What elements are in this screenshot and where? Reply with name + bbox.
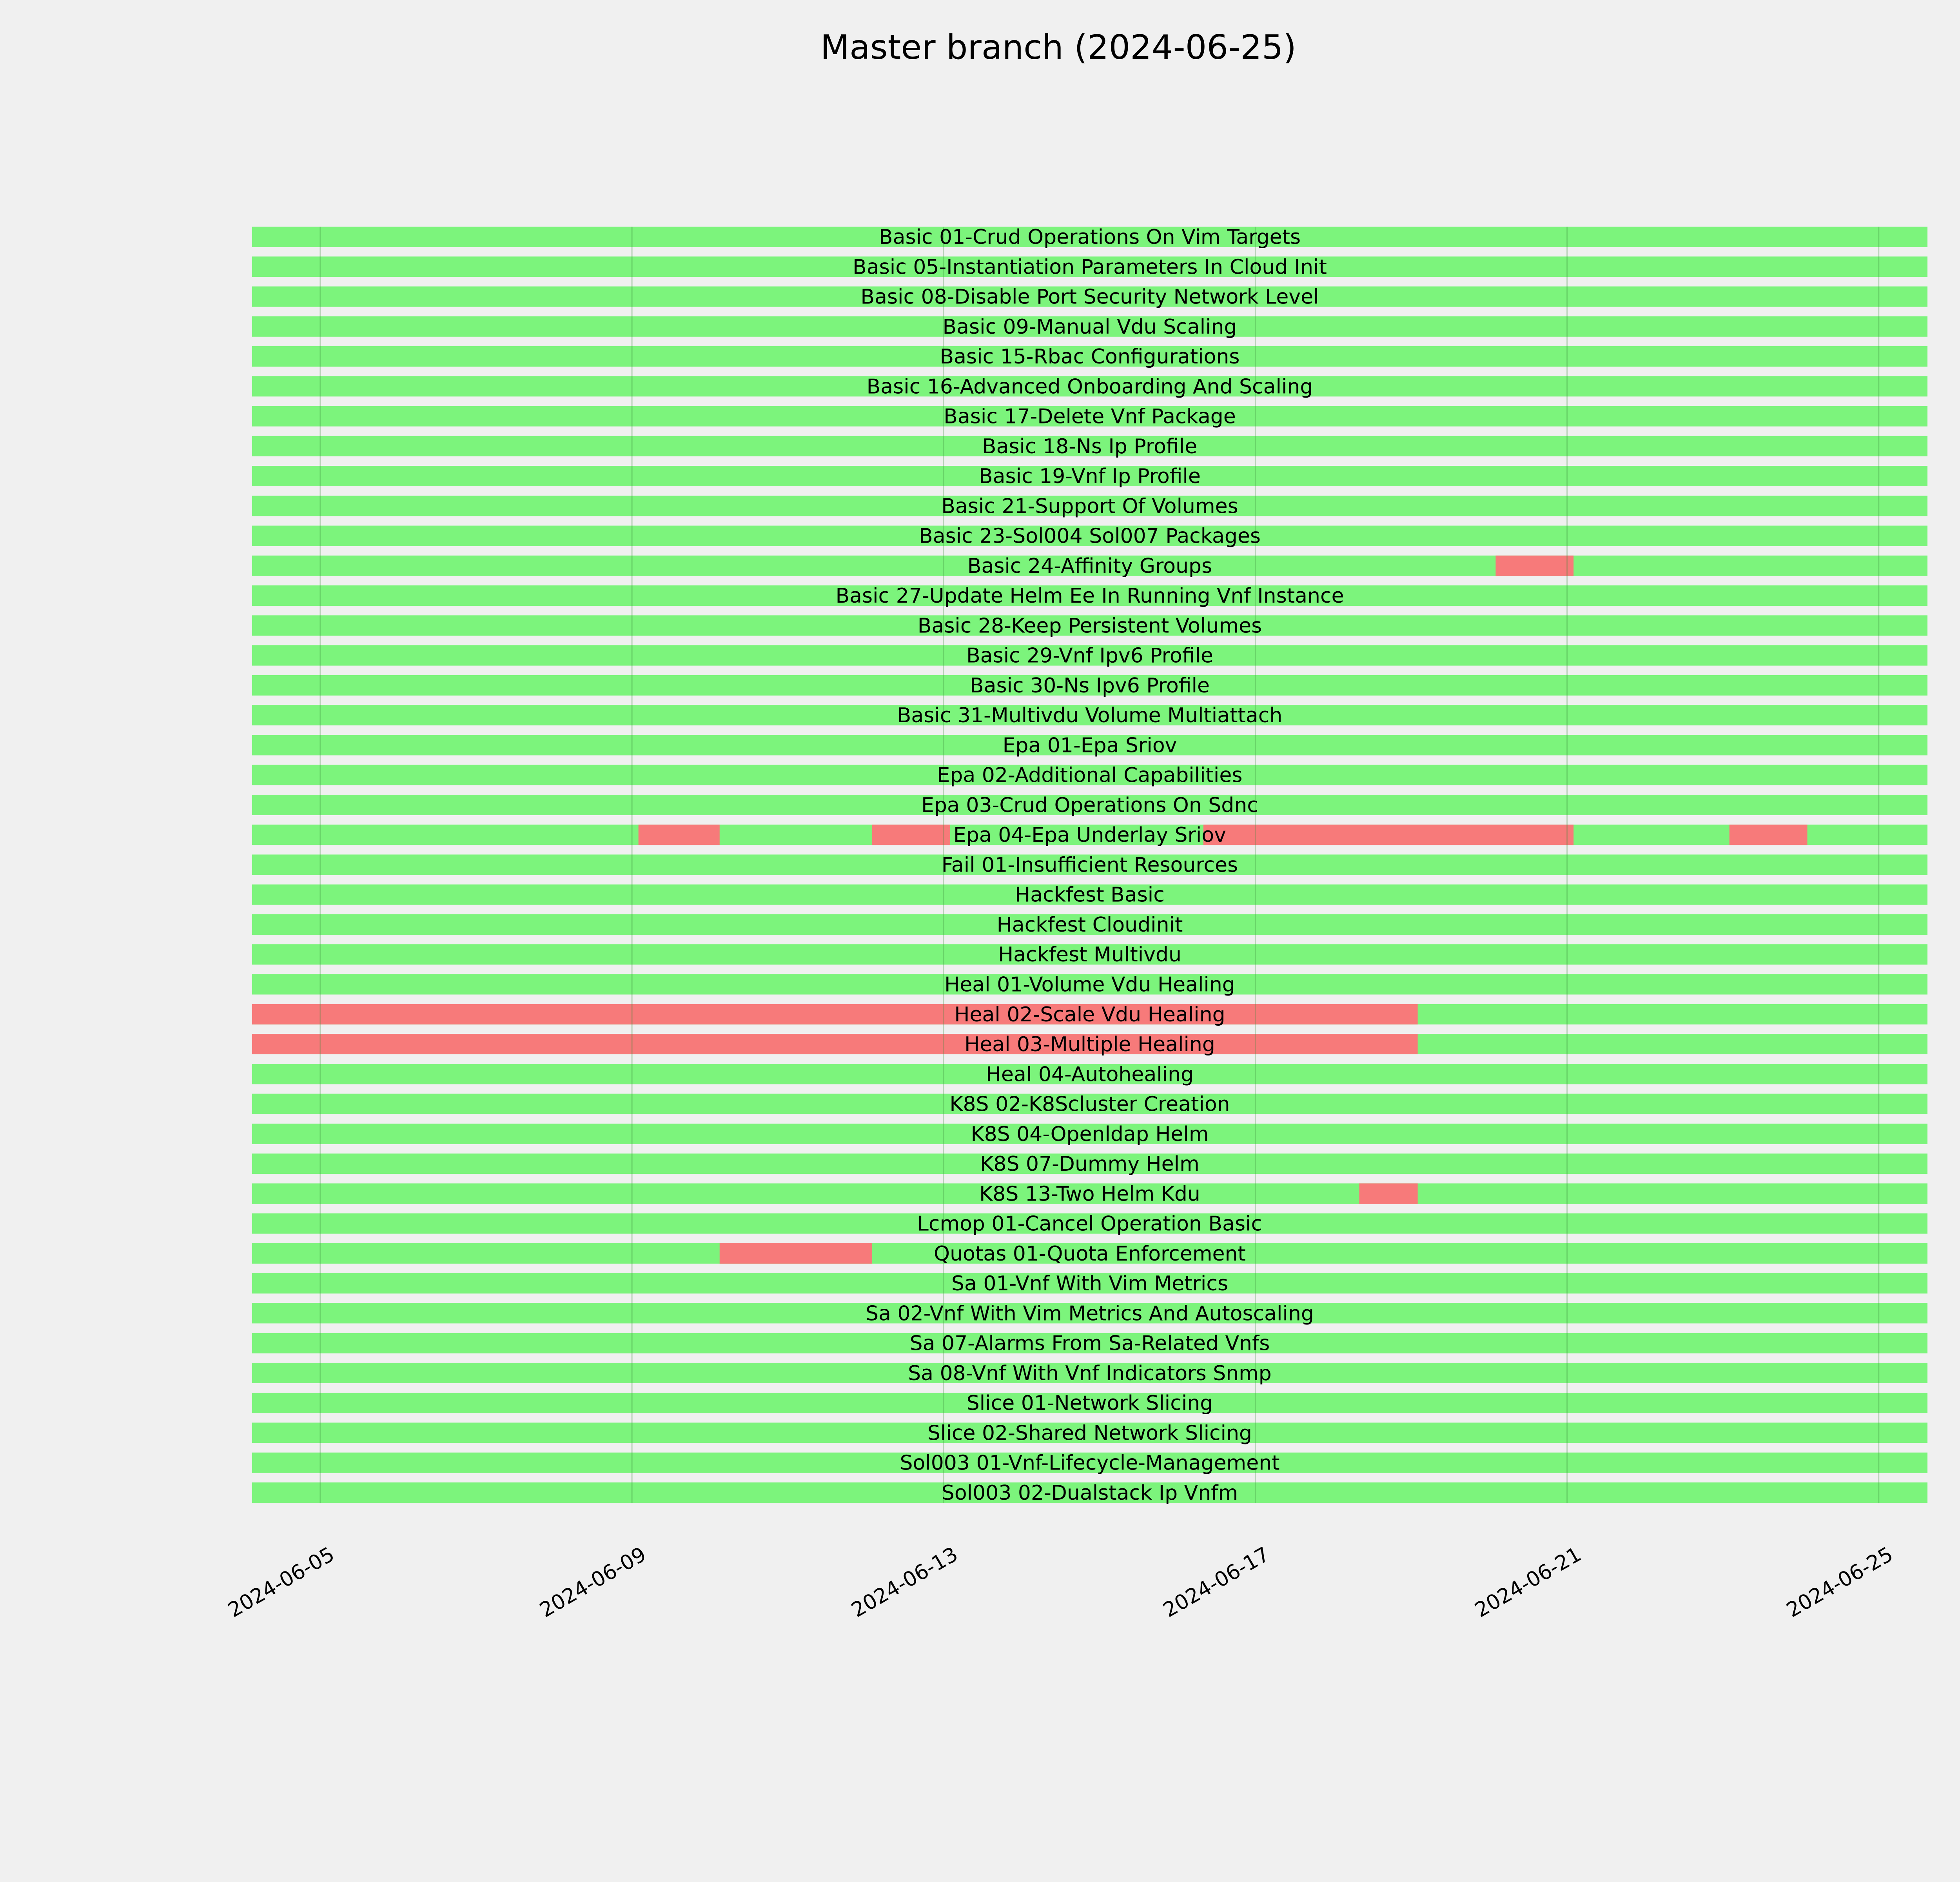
row-label: Basic 29-Vnf Ipv6 Profile: [966, 644, 1213, 668]
fail-segment: [720, 1243, 872, 1264]
row-label: Basic 23-Sol004 Sol007 Packages: [919, 524, 1261, 548]
row-label: K8S 02-K8Scluster Creation: [949, 1092, 1230, 1116]
row-label: Sa 01-Vnf With Vim Metrics: [951, 1272, 1229, 1296]
fail-segment: [639, 825, 720, 845]
row-label: Heal 02-Scale Vdu Healing: [954, 1003, 1225, 1026]
row-label: Hackfest Cloudinit: [996, 913, 1183, 937]
row-label: Basic 16-Advanced Onboarding And Scaling: [866, 375, 1313, 399]
row-label: K8S 13-Two Helm Kdu: [979, 1182, 1200, 1206]
row-label: Basic 30-Ns Ipv6 Profile: [969, 674, 1210, 698]
row-label: Heal 03-Multiple Healing: [964, 1033, 1215, 1057]
row-label: Hackfest Multivdu: [998, 943, 1181, 967]
row-label: Basic 17-Delete Vnf Package: [944, 405, 1236, 429]
row-label: Basic 19-Vnf Ip Profile: [978, 465, 1201, 489]
row-label: Basic 18-Ns Ip Profile: [982, 434, 1198, 458]
row-label: Epa 01-Epa Sriov: [1002, 734, 1177, 758]
row-label: K8S 04-Openldap Helm: [971, 1122, 1209, 1146]
fail-segment: [252, 1033, 1418, 1057]
row-label: Lcmop 01-Cancel Operation Basic: [917, 1212, 1263, 1236]
row-label: Heal 01-Volume Vdu Healing: [944, 973, 1235, 997]
row-label: Slice 01-Network Slicing: [966, 1392, 1213, 1415]
row-label: Basic 15-Rbac Configurations: [940, 345, 1240, 369]
fail-segment: [872, 825, 950, 845]
row-label: Fail 01-Insufficient Resources: [941, 853, 1238, 877]
row-label: Basic 24-Affinity Groups: [967, 554, 1212, 578]
row-label: K8S 07-Dummy Helm: [980, 1152, 1200, 1176]
row-label: Basic 09-Manual Vdu Scaling: [942, 315, 1237, 339]
row-label: Heal 04-Autohealing: [985, 1063, 1194, 1086]
row-label: Basic 21-Support Of Volumes: [941, 494, 1238, 518]
x-tick-label: 2024-06-05: [224, 1542, 339, 1622]
row-label: Epa 02-Additional Capabilities: [937, 763, 1243, 787]
row-label: Sa 07-Alarms From Sa-Related Vnfs: [909, 1332, 1270, 1355]
row-label: Basic 05-Instantiation Parameters In Cloud Init: [853, 255, 1327, 279]
x-tick-label: 2024-06-13: [848, 1542, 962, 1622]
fail-segment: [1203, 825, 1573, 845]
row-label: Basic 28-Keep Persistent Volumes: [917, 614, 1262, 638]
x-tick-label: 2024-06-21: [1471, 1542, 1586, 1622]
row-label: Sol003 01-Vnf-Lifecycle-Management: [900, 1451, 1280, 1475]
row-label: Sa 08-Vnf With Vnf Indicators Snmp: [908, 1361, 1272, 1385]
row-label: Basic 27-Update Helm Ee In Running Vnf Instance: [835, 584, 1344, 608]
row-label: Sa 02-Vnf With Vim Metrics And Autoscaling: [866, 1302, 1314, 1326]
row-label: Slice 02-Shared Network Slicing: [927, 1421, 1252, 1445]
fail-segment: [1730, 825, 1808, 845]
row-label: Hackfest Basic: [1015, 883, 1165, 907]
row-label: Basic 08-Disable Port Security Network Level: [860, 285, 1319, 309]
fail-segment: [252, 1004, 1418, 1025]
chart-title: Master branch (2024-06-25): [820, 28, 1297, 67]
fail-segment: [1359, 1183, 1417, 1204]
row-label: Basic 31-Multivdu Volume Multiattach: [897, 704, 1283, 728]
fail-segment: [1495, 556, 1573, 576]
x-tick-label: 2024-06-09: [535, 1542, 650, 1622]
row-label: Basic 01-Crud Operations On Vim Targets: [878, 225, 1301, 249]
row-label: Epa 04-Epa Underlay Sriov: [953, 823, 1226, 847]
row-label: Quotas 01-Quota Enforcement: [934, 1242, 1246, 1266]
row-label: Epa 03-Crud Operations On Sdnc: [921, 793, 1258, 817]
x-tick-label: 2024-06-17: [1159, 1542, 1274, 1622]
x-tick-label: 2024-06-25: [1782, 1542, 1897, 1622]
row-label: Sol003 02-Dualstack Ip Vnfm: [941, 1481, 1238, 1505]
